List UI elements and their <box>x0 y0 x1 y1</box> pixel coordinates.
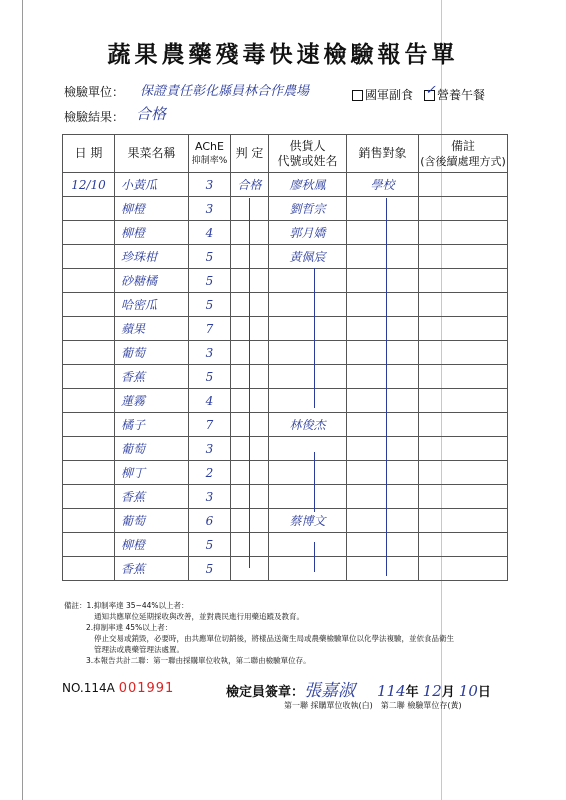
table-row <box>63 485 508 509</box>
cell-target <box>347 485 419 509</box>
header-remark <box>419 135 508 173</box>
note-line: 備註：1.抑制率達 35~44%以上者： <box>64 601 189 610</box>
table-row <box>63 413 508 437</box>
cell-supplier <box>269 269 347 293</box>
cell-name: 柳橙 <box>115 197 189 221</box>
cell-ache: 2 <box>189 461 231 485</box>
cell-remark <box>419 245 508 269</box>
note-line: 管理法或農藥管理法處置。 <box>94 645 184 654</box>
cell-supplier <box>269 365 347 389</box>
cell-remark <box>419 461 508 485</box>
cell-target <box>347 293 419 317</box>
cell-date <box>63 197 115 221</box>
cell-remark <box>419 533 508 557</box>
result-label: 檢驗結果： <box>64 110 125 124</box>
inspector-signature-row <box>226 676 491 701</box>
header-supplier-bottom: 代號或姓名 <box>277 153 338 168</box>
cell-remark <box>419 365 508 389</box>
cell-remark <box>419 197 508 221</box>
note-line: 2.抑制率達 45%以上者： <box>86 623 173 632</box>
table-row <box>63 557 508 581</box>
cell-ache: 6 <box>189 509 231 533</box>
header-remark-top: 備註 <box>450 138 475 153</box>
header-ache-top: AChE <box>195 139 224 153</box>
table-row <box>63 365 508 389</box>
cell-name: 葡萄 <box>115 437 189 461</box>
header-ache <box>189 135 231 173</box>
cell-ache: 3 <box>189 173 231 197</box>
option-lunch-label: 營養午餐 <box>437 88 486 102</box>
cell-supplier <box>269 557 347 581</box>
cell-target <box>347 341 419 365</box>
table-row <box>63 269 508 293</box>
cell-supplier: 劉哲宗 <box>269 197 347 221</box>
cell-date <box>63 317 115 341</box>
table-row <box>63 197 508 221</box>
cell-remark <box>419 509 508 533</box>
target-ditto-line <box>386 198 387 576</box>
serial-value: 001991 <box>118 681 175 696</box>
cell-date <box>63 413 115 437</box>
cell-date <box>63 221 115 245</box>
cell-name: 柳丁 <box>115 461 189 485</box>
table-row <box>63 317 508 341</box>
cell-remark <box>419 413 508 437</box>
cell-target <box>347 461 419 485</box>
cell-date <box>63 389 115 413</box>
table-body <box>63 173 508 581</box>
header-supplier <box>269 135 347 173</box>
table-row <box>63 437 508 461</box>
date-day: 10 <box>458 682 478 700</box>
table-row <box>63 221 508 245</box>
table-row <box>63 173 508 197</box>
cell-name: 蓮霧 <box>115 389 189 413</box>
date-day-unit: 日 <box>477 685 491 700</box>
notes-block <box>64 600 534 666</box>
cell-supplier: 郭月嬌 <box>269 221 347 245</box>
cell-ache: 7 <box>189 413 231 437</box>
cell-target <box>347 317 419 341</box>
inspector-signature: 張嘉淑 <box>304 681 356 701</box>
header-supplier-top: 供貨人 <box>289 138 326 153</box>
cell-target <box>347 365 419 389</box>
cell-name: 葡萄 <box>115 509 189 533</box>
cell-remark <box>419 317 508 341</box>
cell-name: 珍珠柑 <box>115 245 189 269</box>
header-target: 銷售對象 <box>347 135 419 173</box>
cell-date <box>63 461 115 485</box>
cell-supplier <box>269 485 347 509</box>
cell-ache: 7 <box>189 317 231 341</box>
cell-ache: 5 <box>189 365 231 389</box>
header-name: 果菜名稱 <box>115 135 189 173</box>
cell-supplier: 林俊杰 <box>269 413 347 437</box>
cell-name: 橘子 <box>115 413 189 437</box>
option-lunch <box>424 83 486 103</box>
option-military-label: 國軍副食 <box>365 88 414 102</box>
unit-label: 檢驗單位： <box>64 85 125 99</box>
header-judge: 判 定 <box>231 135 269 173</box>
cell-remark <box>419 437 508 461</box>
cell-target <box>347 413 419 437</box>
date-month-unit: 月 <box>441 685 455 700</box>
cell-target <box>347 437 419 461</box>
cell-target <box>347 245 419 269</box>
cell-target <box>347 221 419 245</box>
cell-name: 砂糖橘 <box>115 269 189 293</box>
cell-name: 柳橙 <box>115 533 189 557</box>
table-row <box>63 293 508 317</box>
header-ache-bottom: 抑制率% <box>191 155 228 166</box>
note-line: 通知共應單位延期採收與改善，並對農民進行用藥追蹤及教育。 <box>94 612 304 621</box>
unit-value: 保證責任彰化縣員林合作農場 <box>140 84 310 99</box>
cell-name: 香蕉 <box>115 485 189 509</box>
cell-ache: 5 <box>189 533 231 557</box>
table-row <box>63 389 508 413</box>
cell-date: 12/10 <box>63 173 115 197</box>
document-title: 蔬果農藥殘毒快速檢驗報告單 <box>107 42 459 68</box>
left-page-edge <box>22 0 23 800</box>
cell-supplier <box>269 437 347 461</box>
judge-ditto-line <box>249 198 250 568</box>
serial-prefix: NO.114A <box>62 681 115 695</box>
cell-ache: 3 <box>189 485 231 509</box>
cell-supplier: 廖秋鳳 <box>269 173 347 197</box>
cell-remark <box>419 485 508 509</box>
serial-number <box>62 681 174 696</box>
supplier-ditto-line-2 <box>314 452 315 512</box>
cell-supplier <box>269 533 347 557</box>
cell-ache: 5 <box>189 557 231 581</box>
header-remark-bottom: (含後續處理方式) <box>420 154 506 168</box>
cell-judge: 合格 <box>231 173 269 197</box>
inspector-label: 檢定員簽章： <box>226 685 305 700</box>
cell-ache: 4 <box>189 389 231 413</box>
date-month: 12 <box>422 682 442 700</box>
cell-date <box>63 269 115 293</box>
cell-ache: 5 <box>189 293 231 317</box>
cell-date <box>63 293 115 317</box>
cell-remark <box>419 173 508 197</box>
cell-date <box>63 485 115 509</box>
cell-remark <box>419 341 508 365</box>
cell-remark <box>419 269 508 293</box>
cell-date <box>63 557 115 581</box>
cell-date <box>63 437 115 461</box>
table-row <box>63 245 508 269</box>
supplier-ditto-line-1 <box>314 268 315 408</box>
cell-supplier <box>269 341 347 365</box>
cell-remark <box>419 557 508 581</box>
table-row <box>63 461 508 485</box>
cell-target <box>347 197 419 221</box>
date-year-unit: 年 <box>405 685 419 700</box>
cell-date <box>63 245 115 269</box>
cell-ache: 5 <box>189 245 231 269</box>
cell-name: 蘋果 <box>115 317 189 341</box>
cell-target <box>347 557 419 581</box>
cell-remark <box>419 293 508 317</box>
cell-ache: 5 <box>189 269 231 293</box>
cell-name: 香蕉 <box>115 557 189 581</box>
option-military <box>352 86 413 103</box>
date-year: 114 <box>377 682 406 700</box>
cell-ache: 4 <box>189 221 231 245</box>
table-row <box>63 533 508 557</box>
cell-supplier <box>269 389 347 413</box>
cell-supplier <box>269 317 347 341</box>
cell-supplier <box>269 461 347 485</box>
note-line: 3.本報告共計二聯：第一聯由採購單位收執，第二聯由檢驗單位存。 <box>86 656 311 665</box>
cell-remark <box>419 221 508 245</box>
table-row <box>63 509 508 533</box>
cell-date <box>63 365 115 389</box>
cell-target: 學校 <box>347 173 419 197</box>
result-value: 合格 <box>136 105 167 123</box>
cell-ache: 3 <box>189 437 231 461</box>
cell-name: 哈密瓜 <box>115 293 189 317</box>
cell-supplier: 蔡博文 <box>269 509 347 533</box>
checkbox-military <box>352 90 363 101</box>
cell-supplier <box>269 293 347 317</box>
cell-target <box>347 389 419 413</box>
cell-date <box>63 341 115 365</box>
footer-copies: 第一聯 採購單位收執(白) 第二聯 檢驗單位存(黃) <box>284 701 462 710</box>
cell-name: 葡萄 <box>115 341 189 365</box>
header-date: 日 期 <box>63 135 115 173</box>
inspection-table <box>62 134 508 581</box>
cell-name: 柳橙 <box>115 221 189 245</box>
cell-name: 小黃瓜 <box>115 173 189 197</box>
cell-target <box>347 533 419 557</box>
cell-date <box>63 533 115 557</box>
cell-name: 香蕉 <box>115 365 189 389</box>
table-header-row <box>63 135 508 173</box>
checkbox-lunch <box>424 83 436 101</box>
supplier-ditto-line-3 <box>314 542 315 572</box>
cell-date <box>63 509 115 533</box>
cell-target <box>347 509 419 533</box>
cell-target <box>347 269 419 293</box>
cell-ache: 3 <box>189 197 231 221</box>
cell-ache: 3 <box>189 341 231 365</box>
cell-supplier: 黃佩宸 <box>269 245 347 269</box>
cell-remark <box>419 389 508 413</box>
check-mark-icon: ✓ <box>425 83 436 98</box>
table-row <box>63 341 508 365</box>
note-line: 停止交易或銷毀，必要時，由共應單位切銷後，將樣品送衛生局或農藥檢驗單位以化學法複驗，並依食品衛生 <box>94 634 454 643</box>
